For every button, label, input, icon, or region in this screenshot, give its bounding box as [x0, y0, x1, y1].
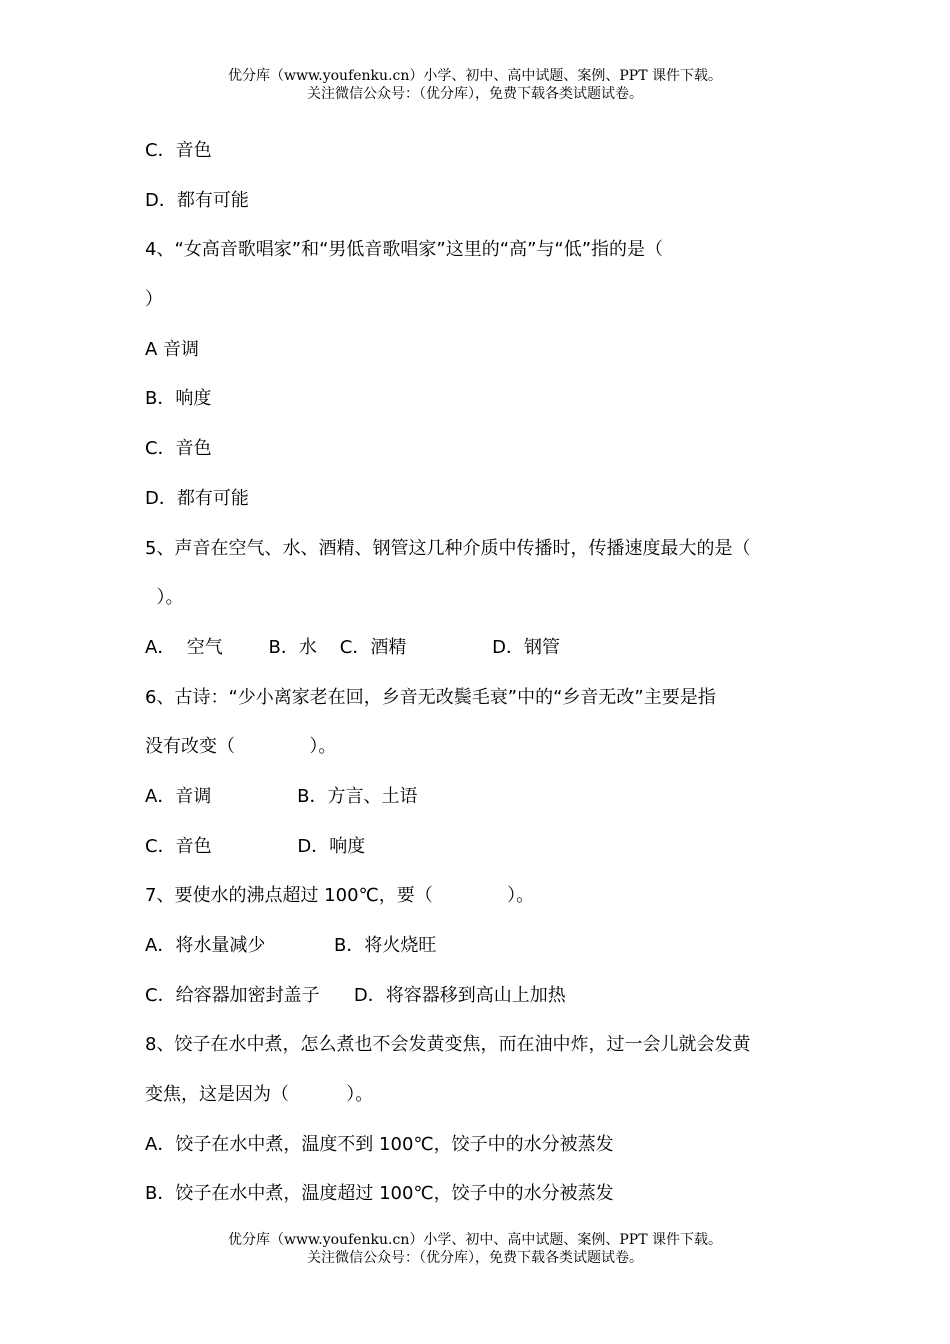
- footer-line-2: 关注微信公众号：（优分库），免费下载各类试题试卷。: [307, 1250, 643, 1266]
- document-body: [145, 126, 805, 1219]
- question-5-text: 5、声音在空气、水、酒精、钢管这几种介质中传播时，传播速度最大的是（: [145, 537, 751, 559]
- option-b-q8: B．饺子在水中煮，温度超过 100℃，饺子中的水分被蒸发: [145, 1183, 614, 1205]
- header-line-1: 优分库（www.youfenku.cn）小学、初中、高中试题、案例、PPT 课件下载。: [227, 68, 722, 84]
- question-7-text: 7、要使水的沸点超过 100℃，要（ ）。: [145, 885, 535, 907]
- question-8-text: 8、饺子在水中煮，怎么煮也不会发黄变焦，而在油中炸，过一会儿就会发黄: [145, 1034, 751, 1056]
- header-line-2: 关注微信公众号：（优分库），免费下载各类试题试卷。: [307, 86, 643, 102]
- option-a-q4: A 音调: [145, 338, 200, 360]
- question-4-blank: ）: [145, 289, 163, 311]
- question-6-text: 6、古诗：“少小离家老在回，乡音无改鬓毛衰”中的“乡音无改”主要是指: [145, 686, 716, 708]
- options-ab-q7: A．将水量减少 B．将火烧旺: [145, 935, 437, 956]
- question-5-blank: ）。: [145, 587, 184, 609]
- options-cd-q7: C．给容器加密封盖子 D．将容器移到高山上加热: [145, 984, 566, 1006]
- question-8-blank: 变焦，这是因为（ ）。: [145, 1084, 374, 1106]
- page-footer: [0, 1231, 950, 1267]
- footer-line-1: 优分库（www.youfenku.cn）小学、初中、高中试题、案例、PPT 课件下载。: [227, 1232, 722, 1248]
- option-a-q8: A．饺子在水中煮，温度不到 100℃，饺子中的水分被蒸发: [145, 1133, 614, 1155]
- option-b-q4: B．响度: [145, 388, 212, 410]
- option-c-q3: C．音色: [145, 140, 212, 161]
- option-d-q4: D．都有可能: [145, 487, 249, 509]
- options-q5: A． 空气 B．水 C．酒精 D．钢管: [145, 636, 561, 658]
- question-4-text: 4、“女高音歌唱家”和“男低音歌唱家”这里的“高”与“低”指的是（: [145, 239, 664, 261]
- option-c-q4: C．音色: [145, 438, 212, 460]
- option-d-q3: D．都有可能: [145, 189, 249, 211]
- options-cd-q6: C．音色 D．响度: [145, 835, 366, 857]
- question-6-blank: 没有改变（ ）。: [145, 736, 337, 758]
- page-header: [0, 67, 950, 103]
- options-ab-q6: A．音调 B．方言、土语: [145, 785, 418, 807]
